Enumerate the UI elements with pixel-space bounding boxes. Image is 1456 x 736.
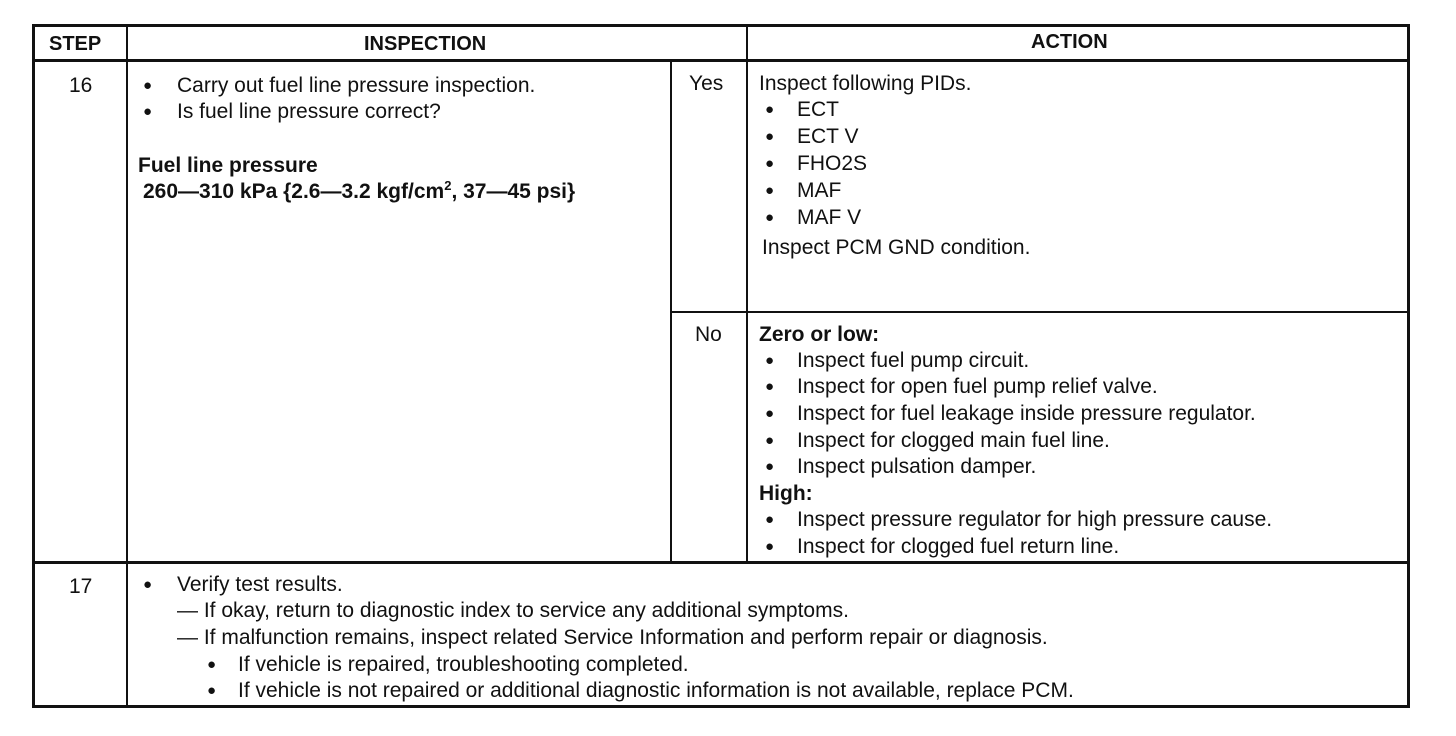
bullet-icon: ●: [143, 103, 153, 120]
high-title: High:: [759, 482, 813, 505]
bullet-icon: ●: [765, 432, 775, 449]
bullet-icon: ●: [765, 209, 775, 226]
bullet-icon: ●: [765, 182, 775, 199]
verify-item: Verify test results.: [177, 573, 343, 596]
sub-bullet-item: If vehicle is repaired, troubleshooting completed.: [238, 653, 689, 676]
no-label: No: [695, 323, 722, 346]
bullet-icon: ●: [765, 405, 775, 422]
pid-item: ECT V: [797, 125, 859, 148]
bullet-icon: ●: [765, 378, 775, 395]
bullet-icon: ●: [765, 458, 775, 475]
low-item: Inspect for open fuel pump relief valve.: [797, 375, 1158, 398]
low-item: Inspect for fuel leakage inside pressure regulator.: [797, 402, 1256, 425]
row-divider: [35, 561, 1407, 564]
spec-title: Fuel line pressure: [138, 154, 318, 177]
yes-footer: Inspect PCM GND condition.: [762, 236, 1031, 259]
low-item: Inspect for clogged main fuel line.: [797, 429, 1110, 452]
yes-label: Yes: [689, 72, 724, 95]
bullet-icon: ●: [765, 352, 775, 369]
inspection-item: Is fuel line pressure correct?: [177, 100, 441, 123]
header-step: STEP: [49, 33, 102, 55]
bullet-icon: ●: [765, 511, 775, 528]
step-number: 17: [69, 575, 93, 598]
bullet-icon: ●: [765, 538, 775, 555]
low-item: Inspect pulsation damper.: [797, 455, 1037, 478]
inspection-item: Carry out fuel line pressure inspection.: [177, 74, 536, 97]
bullet-icon: ●: [765, 101, 775, 118]
pid-item: MAF V: [797, 206, 862, 229]
dash-item: — If okay, return to diagnostic index to service any additional symptoms.: [177, 599, 849, 622]
bullet-icon: ●: [143, 77, 153, 94]
pid-item: MAF: [797, 179, 842, 202]
high-item: Inspect for clogged fuel return line.: [797, 535, 1120, 558]
header-action: ACTION: [1031, 31, 1108, 53]
pid-item: ECT: [797, 98, 839, 121]
bullet-icon: ●: [143, 576, 153, 593]
bullet-icon: ●: [207, 682, 217, 699]
inspection-action-divider: [746, 27, 748, 562]
high-item: Inspect pressure regulator for high pressure cause.: [797, 508, 1273, 531]
low-item: Inspect fuel pump circuit.: [797, 349, 1030, 372]
pid-item: FHO2S: [797, 152, 868, 175]
bullet-icon: ●: [207, 656, 217, 673]
low-title: Zero or low:: [759, 323, 880, 346]
step-column-divider: [126, 27, 128, 705]
header-inspection: INSPECTION: [364, 33, 487, 55]
bullet-icon: ●: [765, 155, 775, 172]
yes-intro: Inspect following PIDs.: [759, 72, 972, 95]
step-number: 16: [69, 74, 93, 97]
header-divider: [35, 59, 1407, 62]
sub-bullet-item: If vehicle is not repaired or additional diagnostic information is not available, replace PCM.: [238, 679, 1074, 702]
bullet-icon: ●: [765, 128, 775, 145]
spec-value: 260—310 kPa {2.6—3.2 kgf/$cm^2$, 37—45 psi}: [143, 178, 576, 203]
diagnostic-table: [32, 24, 1410, 708]
dash-item: — If malfunction remains, inspect related Service Information and perform repair or diagnosis.: [177, 626, 1048, 649]
yes-no-row-divider: [670, 311, 1407, 313]
